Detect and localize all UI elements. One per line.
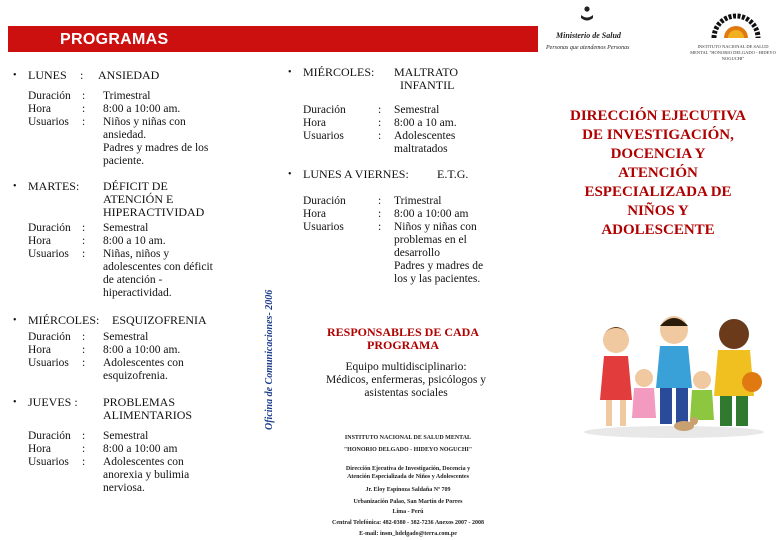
duration-value: Trimestral — [394, 195, 442, 207]
time-label: Hora — [28, 443, 51, 455]
users-value-line: los y las pacientes. — [394, 273, 481, 285]
duration-value: Semestral — [394, 104, 440, 116]
program-topic: ANSIEDAD — [98, 68, 160, 82]
colon: : — [82, 443, 86, 455]
footer-institute-subname: "HONORIO DELGADO - HIDEYO NOGUCHI" — [343, 447, 473, 453]
duration-label: Duración — [28, 430, 71, 442]
program-day: MIÉRCOLES: — [303, 65, 375, 79]
users-value-line: Niños y niñas con — [394, 221, 477, 233]
responsibles-heading-line: PROGRAMA — [367, 338, 439, 352]
communications-office-credit: Oficina de Comunicaciones- 2006 — [264, 289, 275, 430]
bullet: • — [288, 169, 292, 180]
cover-title — [558, 107, 758, 240]
program-topic-line: ATENCIÓN E — [103, 192, 174, 206]
duration-label: Duración — [303, 195, 346, 207]
bullet: • — [13, 397, 17, 408]
program-topic-line: PROBLEMAS — [103, 395, 176, 409]
program-topic-line: INFANTIL — [400, 78, 455, 92]
colon: : — [82, 456, 86, 468]
time-label: Hora — [28, 344, 51, 356]
colon: : — [82, 248, 86, 260]
users-value-line: adolescentes con déficit — [103, 261, 213, 273]
footer-phone: Central Telefónica: 482-0380 - 382-7236 Anexos 2007 - 2008 — [332, 520, 484, 526]
cover-title-line: DE INVESTIGACIÓN, — [582, 127, 734, 143]
users-label: Usuarios — [303, 130, 344, 142]
program-day: MIÉRCOLES: — [28, 313, 100, 327]
duration-value: Semestral — [103, 331, 149, 343]
colon: : — [378, 221, 382, 233]
bullet: • — [13, 315, 17, 326]
users-label: Usuarios — [28, 116, 69, 128]
time-value: 8:00 a 10:00 am — [103, 443, 178, 455]
users-value-line: maltratados — [394, 143, 448, 155]
time-value: 8:00 a 10:00 am. — [103, 344, 181, 356]
bullet: • — [288, 67, 292, 78]
program-topic: E.T.G. — [437, 167, 469, 181]
time-value: 8:00 a 10:00 am — [394, 208, 469, 220]
children-illustration — [574, 300, 774, 440]
bullet: • — [13, 181, 17, 192]
duration-label: Duración — [28, 222, 71, 234]
institute-name: INSTITUTO NACIONAL DE SALUD MENTAL "HONORIO DELGADO - HIDEYO NOGUCHI" — [690, 44, 776, 61]
users-value-line: Adolescentes — [394, 130, 456, 142]
program-day: LUNES A VIERNES: — [303, 167, 409, 181]
cover-title-line: DOCENCIA Y — [610, 146, 706, 162]
responsibles-text-line: Equipo multidisciplinario: — [345, 361, 467, 373]
bullet: • — [13, 70, 17, 81]
program-topic-line: MALTRATO — [394, 65, 459, 79]
users-value-line: de atención - — [103, 274, 163, 286]
footer-city: Lima - Perú — [392, 509, 424, 515]
users-label: Usuarios — [28, 357, 69, 369]
colon: : — [82, 430, 86, 442]
duration-value: Trimestral — [103, 90, 151, 102]
colon: : — [378, 130, 382, 142]
colon: : — [82, 344, 86, 356]
users-label: Usuarios — [303, 221, 344, 233]
duration-value: Semestral — [103, 222, 149, 234]
colon: : — [82, 103, 86, 115]
ministry-logo-icon — [580, 6, 594, 22]
program-topic-line: DÉFICIT DE — [103, 179, 168, 193]
footer-email: E-mail: insm_hdelgado@terra.com.pe — [359, 531, 457, 537]
program-topic: ESQUIZOFRENIA — [112, 313, 207, 327]
users-value-line: ansiedad. — [103, 129, 147, 141]
colon: : — [82, 331, 86, 343]
time-label: Hora — [303, 117, 326, 129]
colon: : — [82, 222, 86, 234]
colon: : — [82, 235, 86, 247]
cover-title-line: NIÑOS Y — [627, 203, 689, 219]
institute-logo-icon — [710, 12, 762, 40]
users-value-line: desarrollo — [394, 247, 440, 259]
cover-title-line: ESPECIALIZADA DE — [584, 184, 732, 200]
users-value-line: Niños y niñas con — [103, 116, 186, 128]
program-day: MARTES: — [28, 179, 80, 193]
colon: : — [378, 104, 382, 116]
program-day: LUNES — [28, 68, 67, 82]
responsibles-text — [316, 361, 496, 400]
cover-title-line: ATENCIÓN — [618, 165, 698, 181]
time-label: Hora — [28, 235, 51, 247]
users-value-line: Adolescentes con — [103, 456, 184, 468]
users-value-line: nerviosa. — [103, 482, 145, 494]
duration-label: Duración — [303, 104, 346, 116]
responsibles-heading — [318, 326, 488, 352]
cover-title-line: ADOLESCENTE — [601, 222, 715, 238]
program-day: JUEVES : — [28, 395, 78, 409]
colon: : — [82, 116, 86, 128]
users-value-line: problemas en el — [394, 234, 467, 246]
footer-urbanization: Urbanización Palao, San Martín de Porres — [353, 499, 463, 505]
users-value-line: anorexia y bulimia — [103, 469, 190, 481]
duration-label: Duración — [28, 90, 71, 102]
program-separator: : — [80, 68, 84, 82]
colon: : — [82, 357, 86, 369]
colon: : — [378, 117, 382, 129]
time-value: 8:00 a 10:00 am. — [103, 103, 181, 115]
users-value-line: Niñas, niños y — [103, 248, 170, 260]
users-value-line: paciente. — [103, 155, 145, 167]
programs-title: PROGRAMAS — [60, 31, 169, 48]
users-value-line: Padres y madres de los — [103, 142, 209, 154]
time-label: Hora — [303, 208, 326, 220]
colon: : — [378, 195, 382, 207]
program-topic-line: ALIMENTARIOS — [103, 408, 193, 422]
time-label: Hora — [28, 103, 51, 115]
footer-direction-2: Atención Especializada de Niños y Adolescentes — [347, 474, 469, 480]
footer-address: Jr. Eloy Espinoza Saldaña Nº 709 — [365, 487, 451, 493]
time-value: 8:00 a 10 am. — [394, 117, 457, 129]
footer-institute-name: INSTITUTO NACIONAL DE SALUD MENTAL — [344, 435, 472, 441]
colon: : — [378, 208, 382, 220]
footer-direction: Dirección Ejecutiva de Investigación, Docencia y — [345, 466, 471, 472]
duration-label: Duración — [28, 331, 71, 343]
users-label: Usuarios — [28, 248, 69, 260]
time-value: 8:00 a 10 am. — [103, 235, 166, 247]
users-value-line: hiperactividad. — [103, 287, 172, 299]
ministry-slogan: Personas que atendemos Personas — [546, 45, 630, 51]
colon: : — [82, 90, 86, 102]
users-value-line: Adolescentes con — [103, 357, 184, 369]
users-label: Usuarios — [28, 456, 69, 468]
responsibles-text-line: Médicos, enfermeras, psicólogos y — [325, 374, 486, 386]
ministry-name: Ministerio de Salud — [556, 31, 621, 40]
users-value-line: esquizofrenia. — [103, 370, 168, 382]
cover-title-line: DIRECCIÓN EJECUTIVA — [569, 108, 746, 124]
responsibles-text-line: asistentas sociales — [364, 387, 448, 399]
program-topic-line: HIPERACTIVIDAD — [103, 205, 205, 219]
users-value-line: Padres y madres de — [394, 260, 484, 272]
duration-value: Semestral — [103, 430, 149, 442]
responsibles-heading-line: RESPONSABLES DE CADA — [326, 325, 480, 339]
